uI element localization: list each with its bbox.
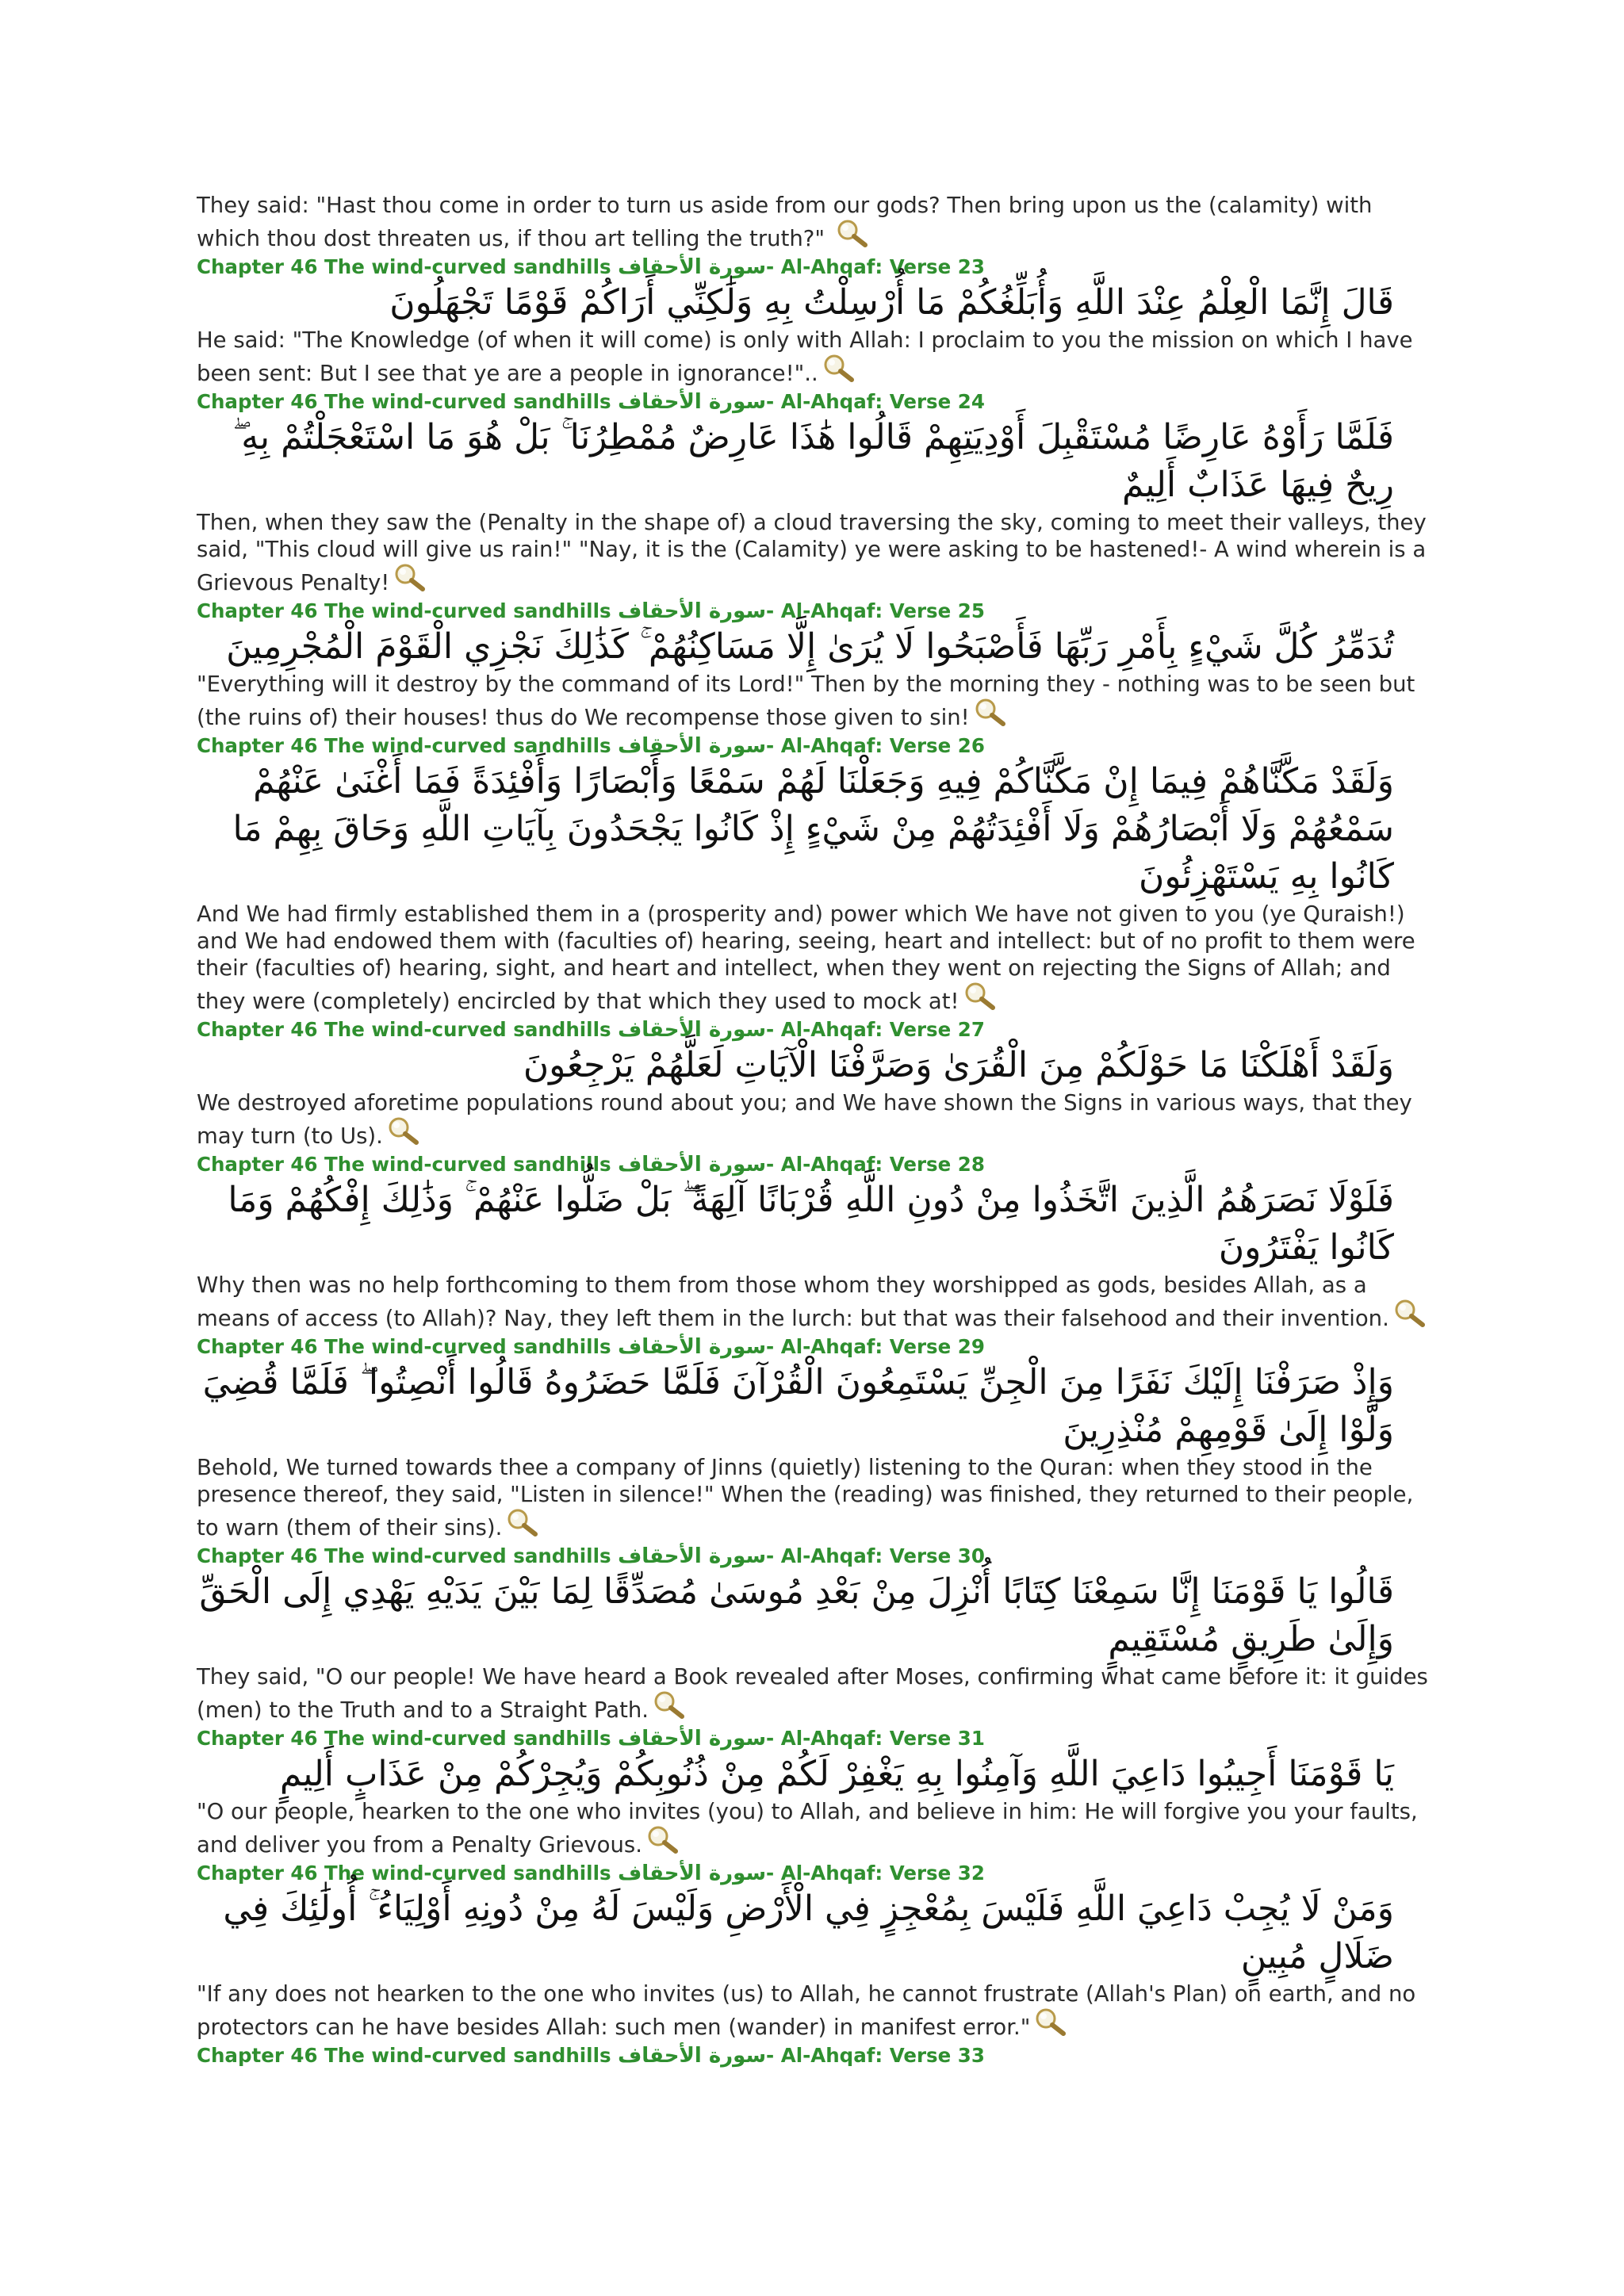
translation-body: And We had firmly established them in a (prosperity and) power which We have not given to you (ye Quraish!) and We had endowed them with (faculties of) hearing, seeing, heart and intellect: but of no profit to them were their (faculties of) hearing, sight, and heart and intellect, when they went on rejecting the Signs of Allah; and they were (completely) encircled by that which they used to mock at! xyxy=(197,901,1415,1014)
chapter-label: Chapter 46 The wind-curved sandhills xyxy=(197,1862,611,1885)
arabic-verse-text: يَا قَوْمَنَا أَجِيبُوا دَاعِيَ اللَّهِ وَآمِنُوا بِهِ يَغْفِرْ لَكُمْ مِنْ ذُنُوبِكُمْ وَيُجِرْكُمْ مِنْ عَذَابٍ أَلِيمٍ xyxy=(279,1754,1394,1794)
magnifier-icon[interactable] xyxy=(652,1690,687,1720)
magnifier-icon[interactable] xyxy=(963,982,998,1012)
magnifier-icon[interactable] xyxy=(505,1508,540,1538)
chapter-label: Chapter 46 The wind-curved sandhills xyxy=(197,1153,611,1176)
translation-body: Why then was no help forthcoming to them from those whom they worshipped as gods, besides Allah, as a means of access (to Allah)? Nay, they left them in the lurch: but that was their falsehood and their invention. xyxy=(197,1272,1389,1331)
surah-label: - Al-Ahqaf: Verse xyxy=(766,599,952,622)
surah-label: - Al-Ahqaf: Verse xyxy=(766,1727,952,1750)
verse-header xyxy=(197,1335,1442,1359)
translation-text xyxy=(197,1980,1442,2041)
surah-label: - Al-Ahqaf: Verse xyxy=(766,1153,952,1176)
translation-text xyxy=(197,509,1442,596)
first-translation: They said: "Hast thou come in order to turn us aside from our gods? Then bring upon us the (calamity) with which thou dost threaten us, if thou art telling the truth?" xyxy=(197,193,1373,251)
surah-arabic-name: سورة الأحقاف xyxy=(618,599,767,623)
verse-header xyxy=(197,734,1442,758)
chapter-label: Chapter 46 The wind-curved sandhills xyxy=(197,734,611,757)
verse-number: 31 xyxy=(957,1727,985,1750)
verse-number: 26 xyxy=(957,734,985,757)
chapter-label: Chapter 46 The wind-curved sandhills xyxy=(197,255,611,278)
surah-arabic-name: سورة الأحقاف xyxy=(618,1018,767,1042)
arabic-verse-text: قَالَ إِنَّمَا الْعِلْمُ عِنْدَ اللَّهِ وَأُبَلِّغُكُمْ مَا أُرْسِلْتُ بِهِ وَلَٰكِنِّي أَرَاكُمْ قَوْمًا تَجْهَلُونَ xyxy=(389,282,1394,323)
verse-header xyxy=(197,1018,1442,1042)
chapter-label: Chapter 46 The wind-curved sandhills xyxy=(197,1335,611,1358)
magnifier-icon[interactable] xyxy=(1033,2007,1068,2038)
magnifier-icon[interactable] xyxy=(1392,1299,1427,1329)
chapter-label: Chapter 46 The wind-curved sandhills xyxy=(197,390,611,413)
verse-number: 24 xyxy=(957,390,985,413)
surah-arabic-name: سورة الأحقاف xyxy=(618,1153,767,1177)
translation-body: Then, when they saw the (Penalty in the shape of) a cloud traversing the sky, coming to meet their valleys, they said, "This cloud will give us rain!" "Nay, it is the (Calamity) ye were asking to be hastened!- A wind wherein is a Grievous Penalty! xyxy=(197,510,1427,595)
arabic-verse-text: فَلَوْلَا نَصَرَهُمُ الَّذِينَ اتَّخَذُوا مِنْ دُونِ اللَّهِ قُرْبَانًا آلِهَةً ۖ بَلْ ضَلُّوا عَنْهُمْ ۚ وَذَٰلِكَ إِفْكُهُمْ وَمَا كَانُوا يَفْتَرُونَ xyxy=(228,1180,1394,1268)
chapter-label: Chapter 46 The wind-curved sandhills xyxy=(197,1018,611,1041)
verse-header xyxy=(197,255,1442,279)
surah-label: - Al-Ahqaf: Verse xyxy=(766,1862,952,1885)
verse-header xyxy=(197,390,1442,414)
translation-text xyxy=(197,1663,1442,1724)
verse-header xyxy=(197,1727,1442,1751)
translation-body: He said: "The Knowledge (of when it will come) is only with Allah: I proclaim to you the mission on which I have been sent: But I see that ye are a people in ignorance!".. xyxy=(197,327,1413,386)
magnifier-icon[interactable] xyxy=(822,354,856,384)
arabic-verse-text: وَلَقَدْ أَهْلَكْنَا مَا حَوْلَكُمْ مِنَ الْقُرَىٰ وَصَرَّفْنَا الْآيَاتِ لَعَلَّهُمْ يَرْجِعُونَ xyxy=(523,1045,1394,1085)
verse-number: 33 xyxy=(957,2044,985,2067)
magnifier-icon[interactable] xyxy=(973,698,1008,728)
verse-number: 27 xyxy=(957,1018,985,1041)
surah-arabic-name: سورة الأحقاف xyxy=(618,2044,767,2068)
verse-header xyxy=(197,599,1442,623)
arabic-verse-text: وَلَقَدْ مَكَّنَّاهُمْ فِيمَا إِنْ مَكَّنَّاكُمْ فِيهِ وَجَعَلْنَا لَهُمْ سَمْعًا وَأَبْصَارًا وَأَفْئِدَةً فَمَا أَغْنَىٰ عَنْهُمْ سَمْعُهُمْ وَلَا أَبْصَارُهُمْ وَلَا أَفْئِدَتُهُمْ مِنْ شَيْءٍ إِذْ كَانُوا يَجْحَدُونَ بِآيَاتِ اللَّهِ وَحَاقَ بِهِمْ مَا كَانُوا بِهِ يَسْتَهْزِئُونَ xyxy=(232,761,1394,897)
surah-arabic-name: سورة الأحقاف xyxy=(618,1862,767,1885)
translation-body: "O our people, hearken to the one who invites (you) to Allah, and believe in him: He will forgive you your faults, and deliver you from a Penalty Grievous. xyxy=(197,1799,1418,1858)
surah-arabic-name: سورة الأحقاف xyxy=(618,1727,767,1751)
translation-text xyxy=(197,192,1442,252)
chapter-label: Chapter 46 The wind-curved sandhills xyxy=(197,1544,611,1567)
surah-label: - Al-Ahqaf: Verse xyxy=(766,255,952,278)
verse-number: 28 xyxy=(957,1153,985,1176)
arabic-verse-text: وَمَنْ لَا يُجِبْ دَاعِيَ اللَّهِ فَلَيْسَ بِمُعْجِزٍ فِي الْأَرْضِ وَلَيْسَ لَهُ مِنْ دُونِهِ أَوْلِيَاءُ ۚ أُولَٰئِكَ فِي ضَلَالٍ مُبِينٍ xyxy=(223,1888,1394,1976)
chapter-label: Chapter 46 The wind-curved sandhills xyxy=(197,2044,611,2067)
arabic-verse-text: قَالُوا يَا قَوْمَنَا إِنَّا سَمِعْنَا كِتَابًا أُنْزِلَ مِنْ بَعْدِ مُوسَىٰ مُصَدِّقًا لِمَا بَيْنَ يَدَيْهِ يَهْدِي إِلَى الْحَقِّ وَإِلَىٰ طَرِيقٍ مُسْتَقِيمٍ xyxy=(199,1571,1394,1659)
verse-number: 23 xyxy=(957,255,985,278)
verse-page xyxy=(197,192,1442,2068)
chapter-label: Chapter 46 The wind-curved sandhills xyxy=(197,1727,611,1750)
verse-header xyxy=(197,1544,1442,1568)
surah-label: - Al-Ahqaf: Verse xyxy=(766,390,952,413)
magnifier-icon[interactable] xyxy=(835,219,870,249)
verse-number: 25 xyxy=(957,599,985,622)
arabic-verse-text: وَإِذْ صَرَفْنَا إِلَيْكَ نَفَرًا مِنَ الْجِنِّ يَسْتَمِعُونَ الْقُرْآنَ فَلَمَّا حَضَرُوهُ قَالُوا أَنْصِتُوا ۖ فَلَمَّا قُضِيَ وَلَّوْا إِلَىٰ قَوْمِهِمْ مُنْذِرِينَ xyxy=(202,1362,1394,1450)
surah-label: - Al-Ahqaf: Verse xyxy=(766,734,952,757)
verse-header xyxy=(197,2044,1442,2068)
magnifier-icon[interactable] xyxy=(645,1825,680,1855)
translation-body: They said, "O our people! We have heard a Book revealed after Moses, confirming what came before it: it guides (men) to the Truth and to a Straight Path. xyxy=(197,1664,1428,1723)
surah-arabic-name: سورة الأحقاف xyxy=(618,734,767,758)
translation-body: "Everything will it destroy by the command of its Lord!" Then by the morning they - nothing was to be seen but (the ruins of) their houses! thus do We recompense those given to sin! xyxy=(197,672,1415,730)
surah-arabic-name: سورة الأحقاف xyxy=(618,1335,767,1359)
translation-body: We destroyed aforetime populations round about you; and We have shown the Signs in various ways, that they may turn (to Us). xyxy=(197,1090,1412,1149)
magnifier-icon[interactable] xyxy=(386,1116,421,1146)
magnifier-icon[interactable] xyxy=(393,563,427,593)
translation-text xyxy=(197,671,1442,731)
surah-arabic-name: سورة الأحقاف xyxy=(618,1544,767,1568)
surah-label: - Al-Ahqaf: Verse xyxy=(766,1544,952,1567)
arabic-verse-text: فَلَمَّا رَأَوْهُ عَارِضًا مُسْتَقْبِلَ أَوْدِيَتِهِمْ قَالُوا هَٰذَا عَارِضٌ مُمْطِرُنَا ۚ بَلْ هُوَ مَا اسْتَعْجَلْتُمْ بِهِ ۖ رِيحٌ فِيهَا عَذَابٌ أَلِيمٌ xyxy=(232,417,1394,505)
translation-body: Behold, We turned towards thee a company of Jinns (quietly) listening to the Quran: when they stood in the presence thereof, they said, "Listen in silence!" When the (reading) was finished, they returned to their people, to warn (them of their sins). xyxy=(197,1455,1414,1540)
verse-header xyxy=(197,1862,1442,1885)
verse-number: 29 xyxy=(957,1335,985,1358)
surah-label: - Al-Ahqaf: Verse xyxy=(766,1018,952,1041)
verse-list xyxy=(197,255,1442,2041)
arabic-verse-text: تُدَمِّرُ كُلَّ شَيْءٍ بِأَمْرِ رَبِّهَا فَأَصْبَحُوا لَا يُرَىٰ إِلَّا مَسَاكِنُهُمْ ۚ كَذَٰلِكَ نَجْزِي الْقَوْمَ الْمُجْرِمِينَ xyxy=(226,626,1394,667)
verse-number: 30 xyxy=(957,1544,985,1567)
translation-text xyxy=(197,1454,1442,1541)
translation-body: "If any does not hearken to the one who invites (us) to Allah, he cannot frustrate (Allah's Plan) on earth, and no protectors can he have besides Allah: such men (wander) in manifest error." xyxy=(197,1981,1416,2040)
chapter-label: Chapter 46 The wind-curved sandhills xyxy=(197,599,611,622)
translation-text xyxy=(197,1798,1442,1858)
surah-arabic-name: سورة الأحقاف xyxy=(618,255,767,279)
surah-label: - Al-Ahqaf: Verse xyxy=(766,1335,952,1358)
translation-text xyxy=(197,901,1442,1015)
surah-label: - Al-Ahqaf: Verse xyxy=(766,2044,952,2067)
verse-number: 32 xyxy=(957,1862,985,1885)
verse-header xyxy=(197,1153,1442,1177)
surah-arabic-name: سورة الأحقاف xyxy=(618,390,767,414)
translation-text xyxy=(197,327,1442,387)
translation-text xyxy=(197,1272,1442,1332)
translation-text xyxy=(197,1089,1442,1150)
